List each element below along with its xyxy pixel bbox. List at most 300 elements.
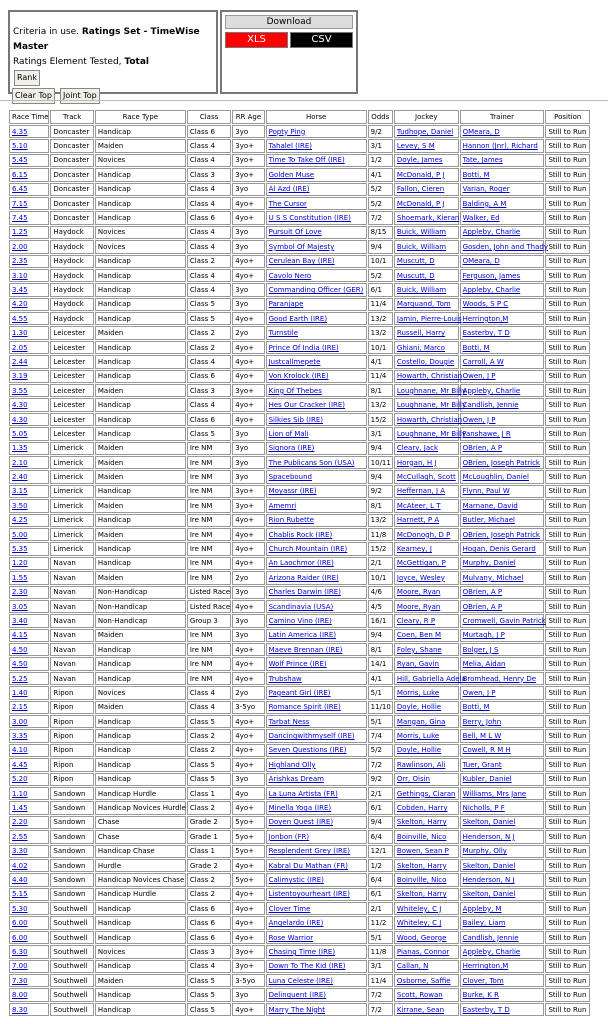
cell-jockey: [394, 859, 459, 872]
cell-odds: 9/2: [368, 773, 393, 786]
race-time-link[interactable]: 6.45: [12, 185, 28, 194]
trainer-link[interactable]: Easterby, T D: [462, 1005, 510, 1014]
race-time-link[interactable]: 3.45: [12, 285, 28, 294]
jockey-link[interactable]: Rawlinson, Ali: [396, 760, 446, 769]
jockey-link[interactable]: Buick, William: [396, 242, 447, 251]
jockey-link[interactable]: Cleary, Jack: [396, 444, 439, 453]
jockey-link[interactable]: Costello, Dougie: [396, 357, 455, 366]
cell-race-type: Handicap Hurdle: [95, 888, 186, 901]
trainer-link[interactable]: Clover, Tom: [462, 976, 504, 985]
jockey-link[interactable]: Muscutt, D: [396, 257, 435, 266]
trainer-link[interactable]: Botti, M: [462, 343, 490, 352]
jockey-link[interactable]: Mangan, Gina: [396, 717, 446, 726]
horse-link[interactable]: Listentoyourheart (IRE): [268, 890, 350, 899]
horse-link[interactable]: Paranjape: [268, 300, 304, 309]
horse-link[interactable]: Jonbon (FR): [268, 832, 310, 841]
cell-rr-age: 3yo: [232, 298, 264, 311]
cell-odds: 11/4: [368, 974, 393, 987]
table-row: [9, 384, 590, 397]
horse-link[interactable]: Cerulean Bay (IRE): [268, 257, 335, 266]
cell-race-type: Non-Handicap: [95, 600, 186, 613]
trainer-link[interactable]: Walker, Ed: [462, 214, 500, 223]
horse-link[interactable]: Romance Spirit (IRE): [268, 703, 341, 712]
horse-link[interactable]: Minella Yoga (IRE): [268, 804, 332, 813]
trainer-link[interactable]: OBrien, A P: [462, 588, 503, 597]
trainer-link[interactable]: Nicholls, P F: [462, 804, 505, 813]
jockey-link[interactable]: Russell, Harry: [396, 329, 446, 338]
jockey-link[interactable]: Loughnane, Mr Billy: [396, 401, 467, 410]
cell-odds: 2/1: [368, 557, 393, 570]
race-time-link[interactable]: 5.20: [12, 775, 28, 784]
trainer-link[interactable]: Skelton, Daniel: [462, 818, 516, 827]
race-time-link[interactable]: 3.05: [12, 602, 28, 611]
jockey-link[interactable]: Horgan, H J: [396, 458, 437, 467]
csv-download-button[interactable]: CSV: [290, 32, 353, 48]
trainer-link[interactable]: Tuer, Grant: [462, 760, 502, 769]
race-time-link[interactable]: 6.30: [12, 947, 28, 956]
horse-link[interactable]: Trubshaw: [268, 674, 302, 683]
trainer-link[interactable]: Melia, Aidan: [462, 660, 506, 669]
horse-link[interactable]: Signora (IRE): [268, 444, 315, 453]
cell-rr-age: 3yo: [232, 240, 264, 253]
race-time-link[interactable]: 3.19: [12, 372, 28, 381]
trainer-link[interactable]: Butler, Michael: [462, 516, 515, 525]
trainer-link[interactable]: OMeara, D: [462, 127, 500, 136]
jockey-link[interactable]: Whiteley, C J: [396, 904, 442, 913]
jockey-link[interactable]: McCullagh, Scott: [396, 473, 456, 482]
horse-link[interactable]: Hes Our Cracker (IRE): [268, 401, 346, 410]
race-time-link[interactable]: 4.30: [12, 401, 28, 410]
trainer-link[interactable]: Flynn, Paul W: [462, 487, 510, 496]
horse-link[interactable]: Time To Take Off (IRE): [268, 156, 345, 165]
jockey-link[interactable]: Loughnane, Mr Billy: [396, 429, 467, 438]
cell-race-time: [9, 470, 49, 483]
jockey-link[interactable]: Ryan, Gavin: [396, 660, 439, 669]
trainer-link[interactable]: Gosden, John and Thady: [462, 242, 548, 251]
jockey-link[interactable]: Loughnane, Mr Billy: [396, 386, 467, 395]
jockey-link[interactable]: Skelton, Harry: [396, 818, 447, 827]
jockey-link[interactable]: Bowen, Sean P: [396, 847, 449, 856]
jockey-link[interactable]: Cobden, Harry: [396, 804, 448, 813]
horse-link[interactable]: The Publicans Son (USA): [268, 458, 355, 467]
race-time-link[interactable]: 4.10: [12, 746, 28, 755]
horse-link[interactable]: Church Mountain (IRE): [268, 545, 348, 554]
trainer-link[interactable]: McLoughlin, Daniel: [462, 473, 529, 482]
horse-link[interactable]: Resplendent Grey (IRE): [268, 847, 351, 856]
trainer-link[interactable]: Carroll, A W: [462, 357, 504, 366]
jockey-link[interactable]: Osborne, Saffie: [396, 976, 451, 985]
jockey-link[interactable]: McDonald, P J: [396, 170, 445, 179]
jockey-link[interactable]: Moore, Ryan: [396, 588, 441, 597]
jockey-link[interactable]: Pianas, Connor: [396, 947, 450, 956]
cell-odds: 11/8: [368, 528, 393, 541]
rank-button[interactable]: Rank: [14, 70, 40, 86]
race-time-link[interactable]: 1.35: [12, 444, 28, 453]
horse-link[interactable]: Doyen Quest (IRE): [268, 818, 334, 827]
jockey-link[interactable]: Howarth, Christian: [396, 372, 463, 381]
jockey-link[interactable]: Doyle, Hollie: [396, 746, 442, 755]
trainer-link[interactable]: Bolger, J S: [462, 645, 499, 654]
trainer-link[interactable]: Marnane, David: [462, 501, 518, 510]
jockey-link[interactable]: Foley, Shane: [396, 645, 442, 654]
cell-race-type: Novices: [95, 154, 186, 167]
race-time-link[interactable]: 4.50: [12, 660, 28, 669]
trainer-link[interactable]: Fanshawe, J R: [462, 429, 511, 438]
cell-jockey: [394, 154, 459, 167]
horse-link[interactable]: Clover Time: [268, 904, 311, 913]
cell-race-type: Hurdle: [95, 859, 186, 872]
race-time-link[interactable]: 1.30: [12, 329, 28, 338]
horse-link[interactable]: Marry The Night: [268, 1005, 325, 1014]
race-time-link[interactable]: 3.50: [12, 501, 28, 510]
race-time-link[interactable]: 3.10: [12, 271, 28, 280]
horse-link[interactable]: Kabral Du Mathan (FR): [268, 861, 349, 870]
horse-link[interactable]: Latin America (IRE): [268, 631, 337, 640]
horse-link[interactable]: Golden Muse: [268, 170, 315, 179]
race-time-link[interactable]: 2.40: [12, 473, 28, 482]
race-time-link[interactable]: 4.55: [12, 314, 28, 323]
race-time-link[interactable]: 7.15: [12, 199, 28, 208]
jockey-link[interactable]: Gethings, Ciaran: [396, 789, 456, 798]
cell-rr-age: 3yo+: [232, 499, 264, 512]
cell-trainer: [460, 197, 545, 210]
horse-link[interactable]: Amemri: [268, 501, 297, 510]
trainer-link[interactable]: Owen, J P: [462, 688, 496, 697]
jockey-link[interactable]: Cleary, R P: [396, 616, 436, 625]
trainer-link[interactable]: Appleby, Charlie: [462, 386, 521, 395]
horse-link[interactable]: Scandinavia (USA): [268, 602, 334, 611]
race-time-link[interactable]: 6.15: [12, 170, 28, 179]
trainer-link[interactable]: Bailey, Liam: [462, 919, 506, 928]
trainer-link[interactable]: Appleby, Charlie: [462, 947, 521, 956]
trainer-link[interactable]: Hannon (Jnr), Richard: [462, 142, 538, 151]
jockey-link[interactable]: Levey, S M: [396, 142, 435, 151]
horse-link[interactable]: Highland Olly: [268, 760, 316, 769]
jockey-link[interactable]: Skelton, Harry: [396, 890, 447, 899]
horse-link[interactable]: Arizona Raider (IRE): [268, 573, 339, 582]
trainer-link[interactable]: OBrien, A P: [462, 444, 503, 453]
race-time-link[interactable]: 2.30: [12, 588, 28, 597]
horse-link[interactable]: Pursuit Of Love: [268, 228, 322, 237]
jockey-link[interactable]: Wood, George: [396, 933, 447, 942]
trainer-link[interactable]: Ferguson, James: [462, 271, 521, 280]
race-time-link[interactable]: 7.45: [12, 214, 28, 223]
race-time-link[interactable]: 3.30: [12, 847, 28, 856]
horse-link[interactable]: An Laochmor (IRE): [268, 559, 334, 568]
trainer-link[interactable]: Appleby, Charlie: [462, 285, 521, 294]
jockey-link[interactable]: Scott, Rowan: [396, 991, 443, 1000]
horse-link[interactable]: Delinquent (IRE): [268, 991, 327, 1000]
table-row: [9, 168, 590, 181]
cell-trainer: [460, 413, 545, 426]
race-time-link[interactable]: 5.15: [12, 890, 28, 899]
jockey-link[interactable]: McDonogh, D P: [396, 530, 451, 539]
jockey-link[interactable]: Buick, William: [396, 285, 447, 294]
horse-link[interactable]: Symbol Of Majesty: [268, 242, 335, 251]
trainer-link[interactable]: Murphy, Daniel: [462, 559, 516, 568]
jockey-link[interactable]: Shoemark, Kieran: [396, 214, 460, 223]
cell-race-type: Maiden: [95, 571, 186, 584]
race-time-link[interactable]: 2.15: [12, 703, 28, 712]
trainer-link[interactable]: Skelton, Daniel: [462, 890, 516, 899]
race-time-link[interactable]: 3.40: [12, 616, 28, 625]
race-time-link[interactable]: 4.20: [12, 300, 28, 309]
jockey-link[interactable]: Harnett, P A: [396, 516, 440, 525]
horse-link[interactable]: Tarbat Ness: [268, 717, 310, 726]
horse-link[interactable]: La Luna Artista (FR): [268, 789, 338, 798]
trainer-link[interactable]: OBrien, Joseph Patrick: [462, 530, 540, 539]
cell-trainer: [460, 269, 545, 282]
cell-trainer: [460, 729, 545, 742]
cell-track: Doncaster: [50, 154, 93, 167]
jockey-link[interactable]: Moore, Ryan: [396, 602, 441, 611]
jockey-link[interactable]: Boinville, Nico: [396, 876, 447, 884]
cell-odds: 4/1: [368, 168, 393, 181]
horse-link[interactable]: Cavolo Nero: [268, 271, 312, 280]
race-time-link[interactable]: 5.10: [12, 142, 28, 151]
cell-class: Class 5: [187, 773, 231, 786]
race-time-link[interactable]: 5.25: [12, 674, 28, 683]
horse-link[interactable]: The Cursor: [268, 199, 307, 208]
race-time-link[interactable]: 2.44: [12, 357, 28, 366]
trainer-link[interactable]: Burke, K R: [462, 991, 499, 1000]
jockey-link[interactable]: Muscutt, D: [396, 271, 435, 280]
jockey-link[interactable]: Fallon, Cieren: [396, 185, 445, 194]
trainer-link[interactable]: Kubler, Daniel: [462, 775, 512, 784]
trainer-link[interactable]: Appleby, Charlie: [462, 228, 521, 237]
jockey-link[interactable]: Callan, N: [396, 962, 429, 971]
race-time-link[interactable]: 5.35: [12, 545, 28, 554]
race-time-link[interactable]: 6.00: [12, 919, 28, 928]
trainer-link[interactable]: OBrien, A P: [462, 602, 503, 611]
race-time-link[interactable]: 1.10: [12, 789, 28, 798]
cell-rr-age: 4yo+: [232, 255, 264, 268]
cell-rr-age: 2yo: [232, 571, 264, 584]
horse-link[interactable]: Dancingwithmyself (IRE): [268, 732, 355, 741]
race-time-link[interactable]: 5.45: [12, 156, 28, 165]
horse-link[interactable]: Lion of Mali: [268, 429, 309, 438]
jockey-link[interactable]: Doyle, James: [396, 156, 443, 165]
cell-trainer: [460, 715, 545, 728]
horse-link[interactable]: Justcallmepete: [268, 357, 321, 366]
cell-horse: [266, 283, 367, 296]
trainer-link[interactable]: Easterby, T D: [462, 329, 510, 338]
trainer-link[interactable]: Herrington,M: [462, 314, 509, 323]
cell-track: Leicester: [50, 326, 93, 339]
horse-link[interactable]: Prince Of India (IRE): [268, 343, 339, 352]
trainer-link[interactable]: Varian, Roger: [462, 185, 510, 194]
race-time-link[interactable]: 4.35: [12, 127, 28, 136]
jockey-link[interactable]: Marquand, Tom: [396, 300, 451, 309]
cell-rr-age: 4yo+: [232, 643, 264, 656]
race-time-link[interactable]: 2.20: [12, 818, 28, 827]
trainer-link[interactable]: Hogan, Denis Gerard: [462, 545, 536, 554]
jockey-link[interactable]: Morris, Luke: [396, 688, 440, 697]
jockey-link[interactable]: Ghiani, Marco: [396, 343, 446, 352]
cell-race-type: Handicap: [95, 916, 186, 929]
cell-position: Still to Run: [545, 845, 590, 858]
horse-link[interactable]: Seven Questions (IRE): [268, 746, 347, 755]
race-time-link[interactable]: 8.00: [12, 991, 28, 1000]
horse-link[interactable]: Pageant Girl (IRE): [268, 688, 331, 697]
race-time-link[interactable]: 5.00: [12, 530, 28, 539]
cell-trainer: [460, 125, 545, 138]
trainer-link[interactable]: Botti, M: [462, 170, 490, 179]
trainer-link[interactable]: Williams, Mrs Jane: [462, 789, 527, 798]
horse-link[interactable]: Luna Celeste (IRE): [268, 976, 333, 985]
trainer-link[interactable]: Cowell, R M H: [462, 746, 511, 755]
jockey-link[interactable]: McDonald, P J: [396, 199, 445, 208]
cell-class: Class 3: [187, 384, 231, 397]
jockey-link[interactable]: Hill, Gabriella Adela: [396, 674, 466, 683]
race-time-link[interactable]: 8.30: [12, 1005, 28, 1014]
trainer-link[interactable]: Appleby, M: [462, 904, 502, 913]
race-time-link[interactable]: 1.55: [12, 573, 28, 582]
horse-link[interactable]: Von Krolock (IRE): [268, 372, 329, 381]
cell-race-time: [9, 197, 49, 210]
race-time-link[interactable]: 2.10: [12, 458, 28, 467]
trainer-link[interactable]: Candlish, Jennie: [462, 401, 519, 410]
race-time-link[interactable]: 5.05: [12, 429, 28, 438]
race-time-link[interactable]: 1.25: [12, 228, 28, 237]
jockey-link[interactable]: Buick, William: [396, 228, 447, 237]
cell-jockey: [394, 873, 459, 886]
jockey-link[interactable]: Tudhope, Daniel: [396, 127, 454, 136]
cell-odds: 6/1: [368, 888, 393, 901]
horse-link[interactable]: Silkies Sib (IRE): [268, 415, 323, 424]
trainer-link[interactable]: Bromhead, Henry De: [462, 674, 537, 683]
jockey-link[interactable]: Heffernan, J A: [396, 487, 446, 496]
horse-link[interactable]: Al Azd (IRE): [268, 185, 310, 194]
race-time-link[interactable]: 5.30: [12, 904, 28, 913]
cell-track: Ripon: [50, 701, 93, 714]
horse-link[interactable]: Camino Vino (IRE): [268, 616, 332, 625]
jockey-link[interactable]: McGettigan, P: [396, 559, 446, 568]
horse-link[interactable]: U S S Constitution (IRE): [268, 214, 351, 223]
race-time-link[interactable]: 2.55: [12, 832, 28, 841]
jockey-link[interactable]: Orr, Oisin: [396, 775, 430, 784]
cell-race-time: [9, 657, 49, 670]
trainer-link[interactable]: Candlish, Jennie: [462, 933, 519, 942]
horse-link[interactable]: Chablis Rock (IRE): [268, 530, 333, 539]
trainer-link[interactable]: Owen, J P: [462, 372, 496, 381]
race-time-link[interactable]: 3.15: [12, 487, 28, 496]
jockey-link[interactable]: Morris, Luke: [396, 732, 440, 741]
jockey-link[interactable]: Jamin, Pierre-Louis: [396, 314, 462, 323]
race-time-link[interactable]: 4.50: [12, 645, 28, 654]
xls-download-button[interactable]: XLS: [225, 32, 288, 48]
trainer-link[interactable]: Balding, A M: [462, 199, 507, 208]
trainer-link[interactable]: Woods, S P C: [462, 300, 509, 309]
horse-link[interactable]: Arishkas Dream: [268, 775, 324, 784]
jockey-link[interactable]: Howarth, Christian: [396, 415, 463, 424]
jockey-link[interactable]: Joyce, Wesley: [396, 573, 445, 582]
trainer-link[interactable]: Mulvany, Michael: [462, 573, 524, 582]
race-time-link[interactable]: 2.35: [12, 257, 28, 266]
jockey-link[interactable]: Kearney, J: [396, 545, 432, 554]
horse-link[interactable]: Calimystic (IRE): [268, 876, 324, 884]
horse-link[interactable]: Commanding Officer (GER): [268, 285, 364, 294]
race-time-link[interactable]: 4.15: [12, 631, 28, 640]
race-time-link[interactable]: 4.30: [12, 415, 28, 424]
trainer-link[interactable]: Herrington,M: [462, 962, 509, 971]
jockey-link[interactable]: Coen, Ben M: [396, 631, 442, 640]
trainer-link[interactable]: Berry, John: [462, 717, 502, 726]
race-time-link[interactable]: 2.05: [12, 343, 28, 352]
jockey-link[interactable]: Kirrane, Sean: [396, 1005, 445, 1014]
cell-class: Ire NM: [187, 528, 231, 541]
race-time-link[interactable]: 6.00: [12, 933, 28, 942]
race-time-link[interactable]: 3.55: [12, 386, 28, 395]
trainer-link[interactable]: Henderson, N J: [462, 832, 515, 841]
horse-link[interactable]: Turnstile: [268, 329, 299, 338]
trainer-link[interactable]: Murtagh, J P: [462, 631, 505, 640]
trainer-link[interactable]: OMeara, D: [462, 257, 500, 266]
race-time-link[interactable]: 4.02: [12, 861, 28, 870]
horse-link[interactable]: Good Earth (IRE): [268, 314, 328, 323]
cell-class: Class 4: [187, 960, 231, 973]
jockey-link[interactable]: McAteer, L T: [396, 501, 441, 510]
jockey-link[interactable]: Skelton, Harry: [396, 861, 447, 870]
race-time-link[interactable]: 4.40: [12, 876, 28, 884]
horse-link[interactable]: Moyassr (IRE): [268, 487, 317, 496]
cell-horse: [266, 902, 367, 915]
race-time-link[interactable]: 4.45: [12, 760, 28, 769]
race-time-link[interactable]: 3.00: [12, 717, 28, 726]
cell-jockey: [394, 744, 459, 757]
trainer-link[interactable]: Owen, J P: [462, 415, 496, 424]
horse-link[interactable]: Spacebound: [268, 473, 312, 482]
race-time-link[interactable]: 3.35: [12, 732, 28, 741]
trainer-link[interactable]: Bell, M L W: [462, 732, 502, 741]
horse-link[interactable]: Angelardo (IRE): [268, 919, 324, 928]
trainer-link[interactable]: Henderson, N J: [462, 876, 515, 884]
clear-top-button[interactable]: Clear Top: [12, 88, 55, 104]
trainer-link[interactable]: Botti, M: [462, 703, 490, 712]
table-row: [9, 528, 590, 541]
trainer-link[interactable]: OBrien, Joseph Patrick: [462, 458, 540, 467]
horse-link[interactable]: Maeve Brennan (IRE): [268, 645, 343, 654]
jockey-link[interactable]: Whiteley, C J: [396, 919, 442, 928]
jockey-link[interactable]: Doyle, Hollie: [396, 703, 442, 712]
cell-horse: [266, 988, 367, 1001]
race-time-link[interactable]: 1.40: [12, 688, 28, 697]
trainer-link[interactable]: Tate, James: [462, 156, 503, 165]
horse-link[interactable]: Wolf Prince (IRE): [268, 660, 327, 669]
horse-link[interactable]: King Of Thebes: [268, 386, 322, 395]
race-time-link[interactable]: 7.30: [12, 976, 28, 985]
trainer-link[interactable]: Cromwell, Gavin Patrick: [462, 616, 546, 625]
jockey-link[interactable]: Boinville, Nico: [396, 832, 447, 841]
horse-link[interactable]: Tahalel (IRE): [268, 142, 312, 151]
joint-top-button[interactable]: Joint Top: [60, 88, 100, 104]
cell-trainer: [460, 255, 545, 268]
race-time-link[interactable]: 1.20: [12, 559, 28, 568]
trainer-link[interactable]: Skelton, Daniel: [462, 861, 516, 870]
horse-link[interactable]: Charles Darwin (IRE): [268, 588, 341, 597]
race-time-link[interactable]: 1.45: [12, 804, 28, 813]
race-time-link[interactable]: 4.25: [12, 516, 28, 525]
race-time-link[interactable]: 7.00: [12, 962, 28, 971]
horse-link[interactable]: Down To The Kid (IRE): [268, 962, 346, 971]
horse-link[interactable]: Popty Ping: [268, 127, 306, 136]
cell-rr-age: 3-5yo: [232, 974, 264, 987]
horse-link[interactable]: Rion Rubette: [268, 516, 314, 525]
horse-link[interactable]: Rose Warrior: [268, 933, 314, 942]
trainer-link[interactable]: Murphy, Olly: [462, 847, 507, 856]
race-time-link[interactable]: 2.00: [12, 242, 28, 251]
horse-link[interactable]: Chasing Time (IRE): [268, 947, 336, 956]
